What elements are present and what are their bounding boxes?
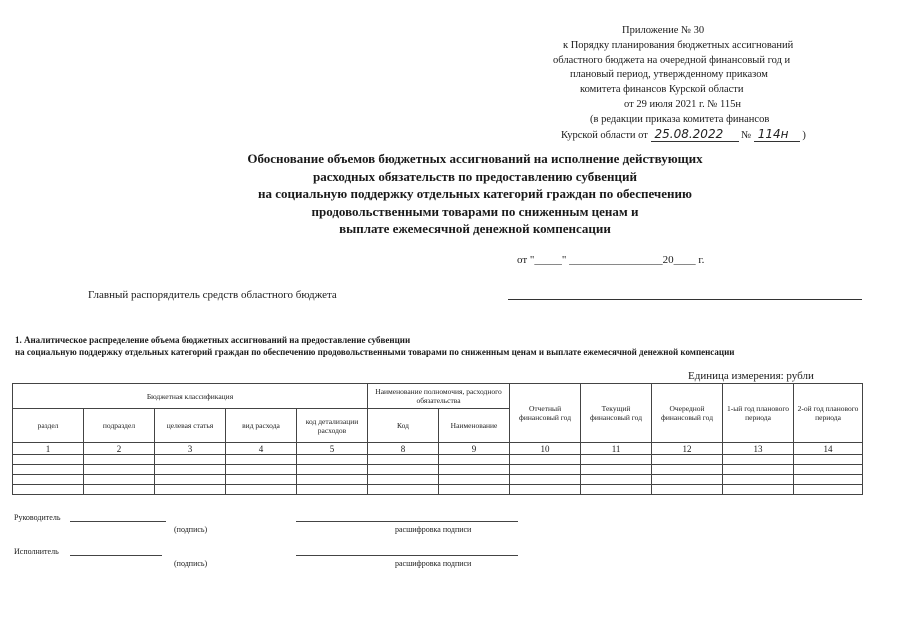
date-line: от "_____" _________________20____ г. [517, 254, 705, 266]
units-label: Единица измерения: рубли [688, 370, 814, 382]
col-number: 5 [297, 443, 368, 455]
table-cell[interactable] [439, 485, 510, 495]
table-cell[interactable] [794, 465, 863, 475]
table-cell[interactable] [155, 485, 226, 495]
section-line-1: 1. Аналитическое распределение объема бюджетных ассигнований на предоставление субвенции [15, 335, 411, 345]
header-plan-year-1: 1-ый год планового периода [723, 384, 794, 443]
table-cell[interactable] [84, 455, 155, 465]
table-cell[interactable] [794, 455, 863, 465]
col-number: 2 [84, 443, 155, 455]
col-number: 3 [155, 443, 226, 455]
appendix-last-prefix: Курской области от [561, 129, 648, 141]
head-label: Руководитель [14, 513, 61, 522]
allocation-table [12, 383, 863, 495]
table-cell[interactable] [581, 455, 652, 465]
table-cell[interactable] [226, 455, 297, 465]
table-cell[interactable] [510, 485, 581, 495]
table-cell[interactable] [510, 465, 581, 475]
handwritten-number: 114н [754, 128, 800, 142]
appendix-line-4: плановый период, утвержденному приказом [570, 69, 768, 81]
appendix-line-8 [550, 128, 840, 144]
table-cell[interactable] [13, 455, 84, 465]
table-cell[interactable] [652, 455, 723, 465]
number-label: № [741, 129, 752, 141]
col-number: 1 [13, 443, 84, 455]
table-cell[interactable] [723, 465, 794, 475]
table-cell[interactable] [723, 475, 794, 485]
handwritten-date: 25.08.2022 [651, 128, 739, 142]
appendix-line-1: Приложение № 30 [622, 25, 705, 36]
table-cell[interactable] [226, 475, 297, 485]
title-line-5: выплате ежемесячной денежной компенсации [339, 221, 611, 237]
table-cell[interactable] [155, 455, 226, 465]
table-cell[interactable] [368, 485, 439, 495]
table-row [13, 465, 863, 475]
table-cell[interactable] [439, 455, 510, 465]
table-cell[interactable] [581, 465, 652, 475]
table-cell[interactable] [84, 475, 155, 485]
table-row [13, 455, 863, 465]
table-cell[interactable] [652, 485, 723, 495]
table-cell[interactable] [510, 455, 581, 465]
head-decode-line[interactable] [296, 521, 518, 522]
table-number-row [13, 443, 863, 455]
table-cell[interactable] [723, 485, 794, 495]
executor-signature-line[interactable] [70, 555, 162, 556]
table-cell[interactable] [13, 465, 84, 475]
col-number: 4 [226, 443, 297, 455]
appendix-line-7: (в редакции приказа комитета финансов [590, 113, 770, 125]
appendix-line-6: от 29 июля 2021 г. № 115н [624, 98, 741, 110]
col-number: 10 [510, 443, 581, 455]
table-cell[interactable] [297, 475, 368, 485]
title-line-2: расходных обязательств по предоставлению субвенций [313, 168, 637, 184]
header-razdel: раздел [13, 409, 84, 443]
executor-decode-caption: расшифровка подписи [395, 559, 472, 568]
table-cell[interactable] [13, 475, 84, 485]
table-cell[interactable] [297, 455, 368, 465]
table-cell[interactable] [652, 465, 723, 475]
header-detail-code: код детализации расходов [297, 409, 368, 443]
table-cell[interactable] [794, 485, 863, 495]
header-budget-classification: Бюджетная классификация [13, 384, 368, 409]
header-podrazdel: подраздел [84, 409, 155, 443]
table-row [13, 485, 863, 495]
executor-label: Исполнитель [14, 547, 59, 556]
table-cell[interactable] [155, 465, 226, 475]
table-cell[interactable] [84, 465, 155, 475]
title-line-3: на социальную поддержку отдельных категорий граждан по обеспечению [258, 186, 692, 202]
table-cell[interactable] [13, 485, 84, 495]
chief-administrator-line [508, 299, 862, 300]
table-cell[interactable] [581, 475, 652, 485]
executor-signature-caption: (подпись) [174, 559, 208, 568]
appendix-line-5: комитета финансов Курской области [580, 84, 744, 96]
head-decode-caption: расшифровка подписи [395, 525, 472, 534]
header-name: Наименование [439, 409, 510, 443]
head-signature-caption: (подпись) [174, 525, 208, 534]
table-cell[interactable] [439, 475, 510, 485]
table-cell[interactable] [297, 485, 368, 495]
header-next-year: Очередной финансовый год [652, 384, 723, 443]
table-cell[interactable] [155, 475, 226, 485]
col-number: 8 [368, 443, 439, 455]
appendix-line-3: областного бюджета на очередной финансовый год и [553, 54, 791, 66]
table-cell[interactable] [226, 485, 297, 495]
title-line-1: Обоснование объемов бюджетных ассигнований на исполнение действующих [247, 151, 703, 166]
header-target-article: целевая статья [155, 409, 226, 443]
header-expense-type: вид расхода [226, 409, 297, 443]
header-current-year: Текущий финансовый год [581, 384, 652, 443]
col-number: 14 [794, 443, 863, 455]
chief-administrator-label: Главный распорядитель средств областного бюджета [88, 289, 337, 301]
col-number: 12 [652, 443, 723, 455]
section-line-2: на социальную поддержку отдельных категорий граждан по обеспечению продовольственными товарами по сниженным ценам и выплате ежемесячной денежной компенсации [15, 347, 735, 357]
appendix-close-paren: ) [802, 129, 806, 141]
header-code: Код [368, 409, 439, 443]
header-report-year: Отчетный финансовый год [510, 384, 581, 443]
appendix-header [550, 24, 840, 143]
document-title [150, 150, 800, 238]
appendix-line-2: к Порядку планирования бюджетных ассигнований [563, 39, 794, 51]
executor-decode-line[interactable] [296, 555, 518, 556]
table-cell[interactable] [226, 465, 297, 475]
table-cell[interactable] [794, 475, 863, 485]
table-cell[interactable] [723, 455, 794, 465]
col-number: 11 [581, 443, 652, 455]
table-row [13, 475, 863, 485]
table-cell[interactable] [510, 475, 581, 485]
table-cell[interactable] [581, 485, 652, 495]
col-number: 9 [439, 443, 510, 455]
title-line-4: продовольственными товарами по сниженным ценам и [311, 203, 639, 219]
table-cell[interactable] [652, 475, 723, 485]
section-heading [15, 334, 734, 358]
table-cell[interactable] [84, 485, 155, 495]
head-signature-line[interactable] [70, 521, 166, 522]
table-cell[interactable] [368, 475, 439, 485]
table-header-row-1 [13, 384, 863, 409]
col-number: 13 [723, 443, 794, 455]
header-plan-year-2: 2-ой год планового периода [794, 384, 863, 443]
table-cell[interactable] [297, 465, 368, 475]
table-cell[interactable] [368, 465, 439, 475]
table-cell[interactable] [439, 465, 510, 475]
table-cell[interactable] [368, 455, 439, 465]
header-powers: Наименование полномочия, расходного обязательства [368, 384, 510, 409]
